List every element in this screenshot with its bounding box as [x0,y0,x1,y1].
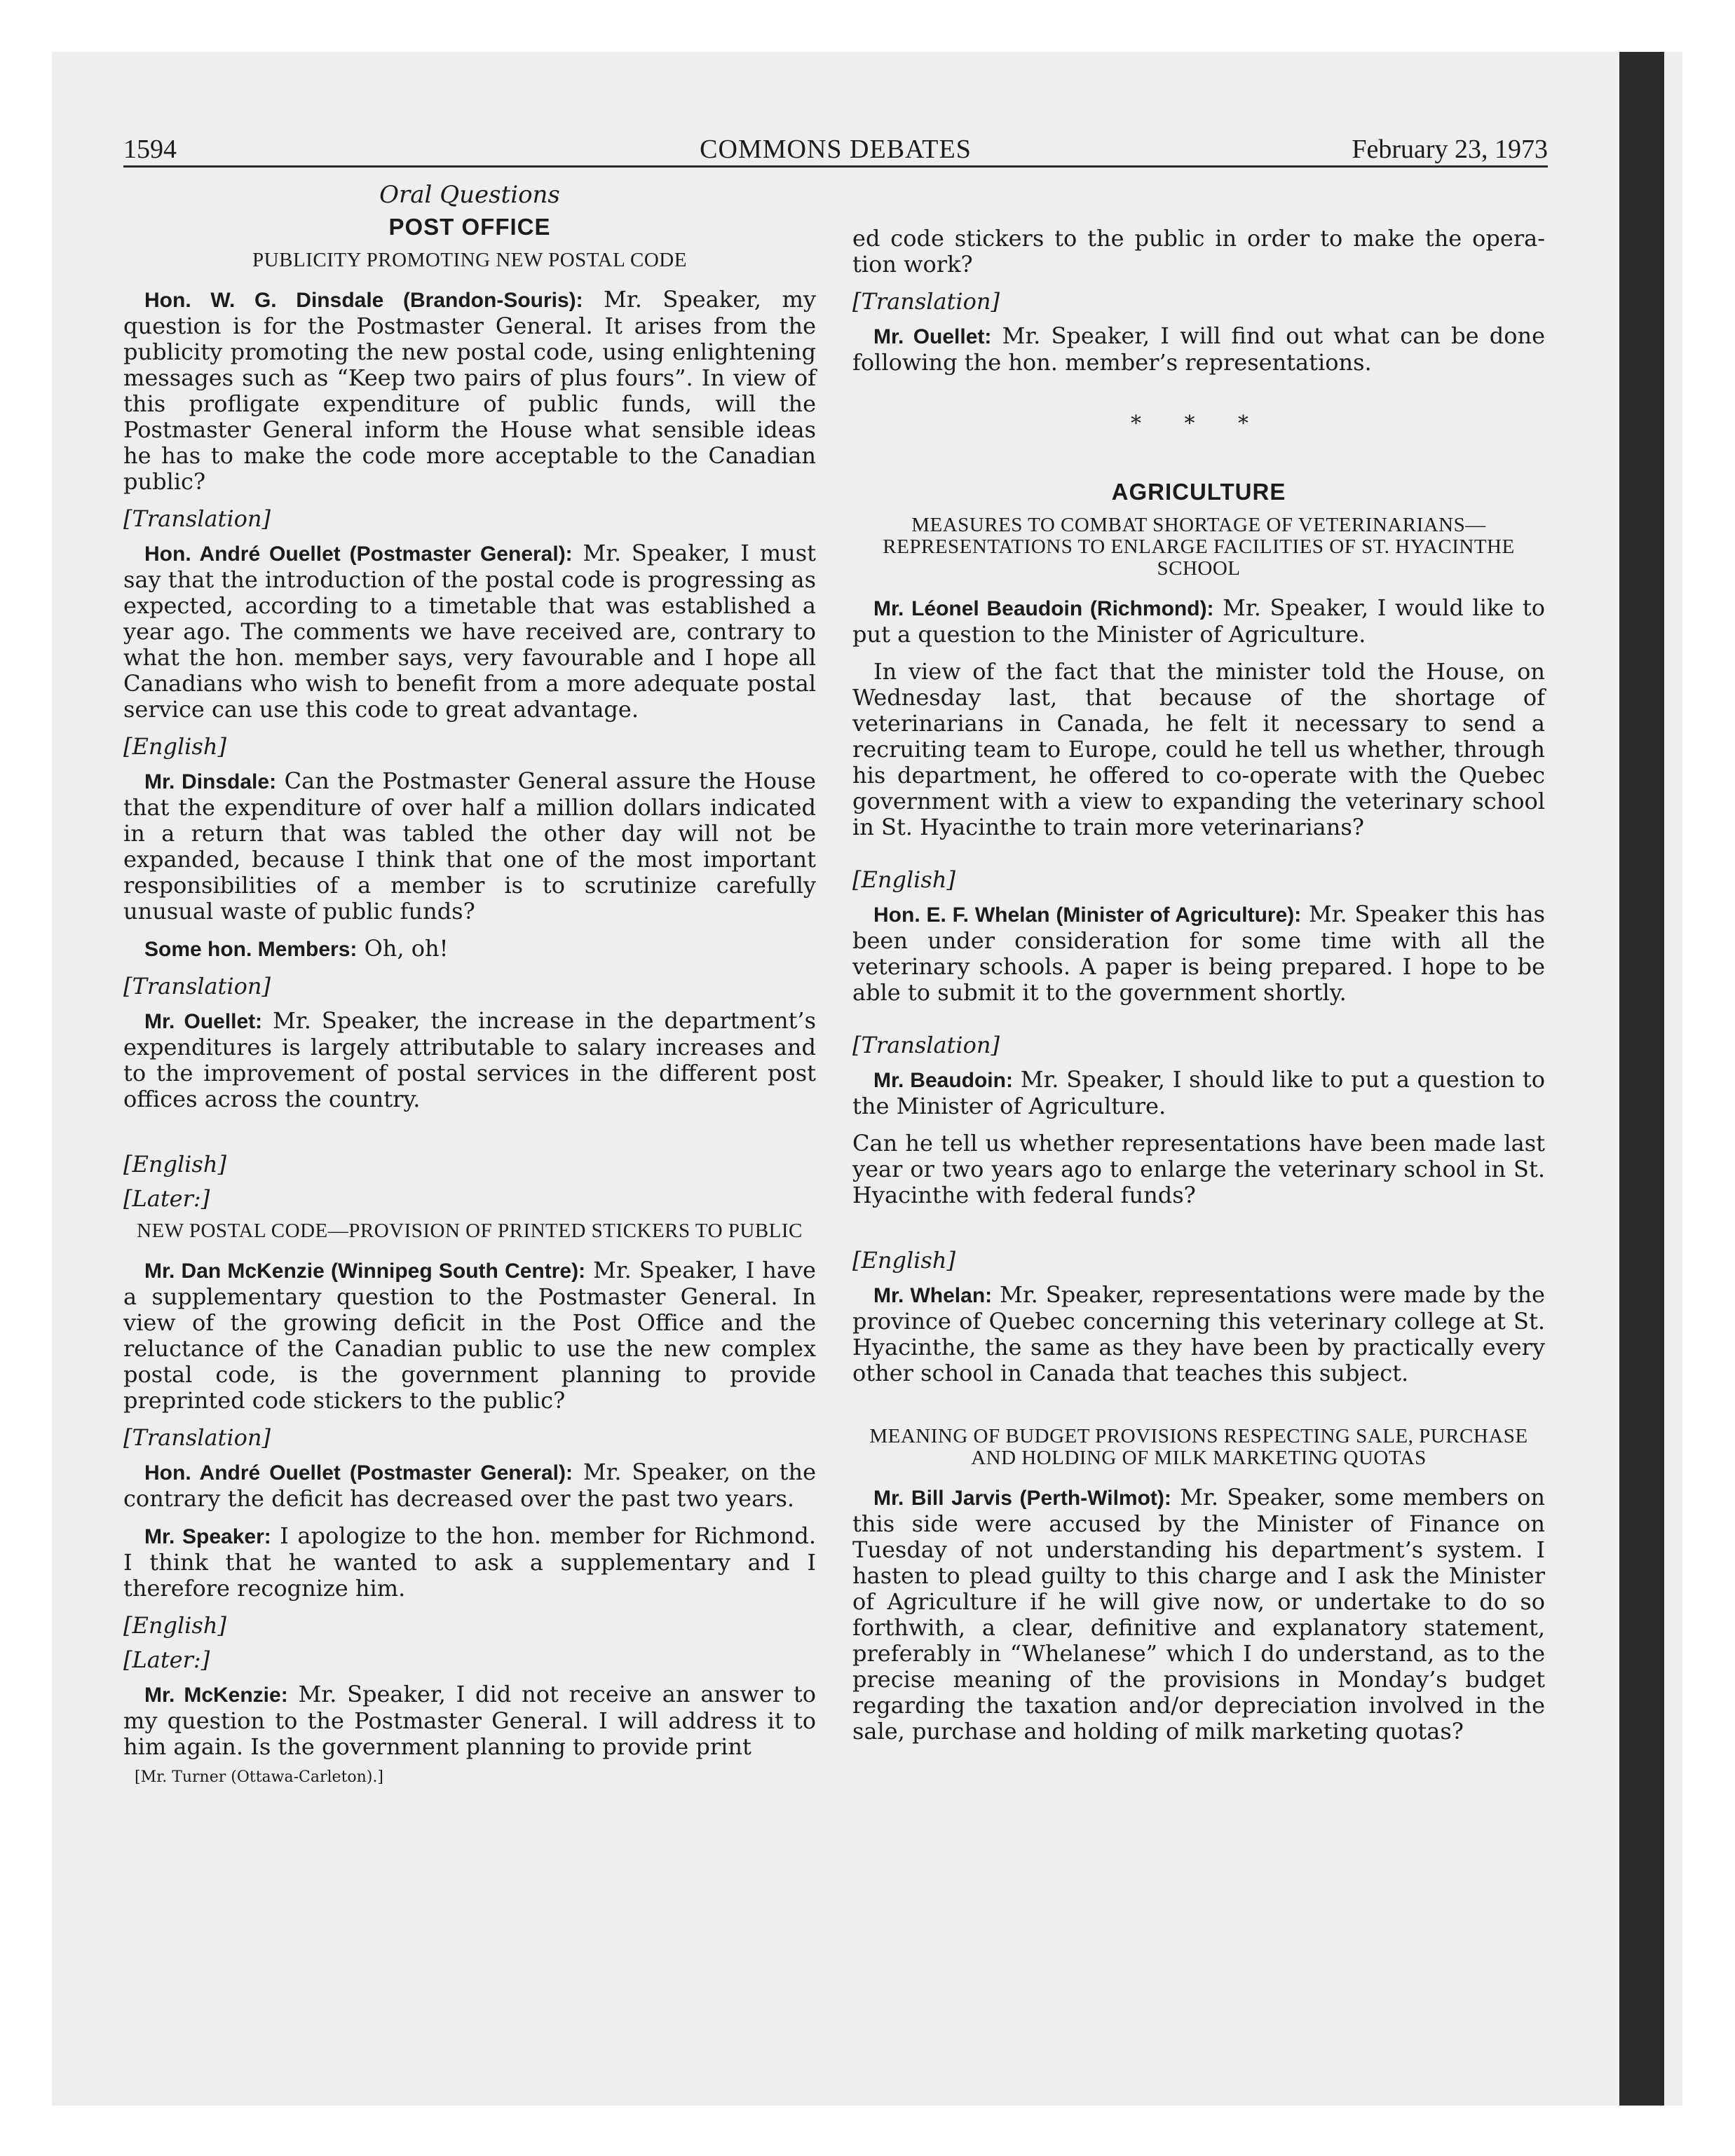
page-date: February 23, 1973 [1352,135,1548,164]
speech-text: Can the Postmaster General assure the House that the expenditure of over half a million dollars indicated in a return that was tabled the other day will not be expanded, because I think that one of the most important responsibilities of a member is to scrutinize carefully unusual waste of public funds? [123,767,816,925]
speaker-name: Mr. Beaudoin: [873,1069,1013,1092]
speaker-name: Mr. Speaker: [144,1525,271,1548]
speaker-name: Mr. Whelan: [873,1284,993,1307]
speech-text: Mr. Speaker, the increase in the department’s expenditures is largely attributable to salary increases and to the improvement of postal services in the different post offices across the country. [123,1007,817,1112]
speech-paragraph [123,1008,816,1112]
speech-paragraph [852,1282,1545,1386]
language-tag: [Translation] [123,973,271,999]
speech-text: Mr. Speaker, my question is for the Postmaster General. It arises from the publicity promoting the new postal code, using enlightening messages such as “Keep two pairs of plus fours”. In view of this profligate expenditure of public funds, will the Postmaster General inform the House what sensible ideas he has to make the code more acceptable to the Canadian public? [123,286,816,495]
topic-subheading: NEW POSTAL CODE—PROVISION OF PRINTED STICKERS TO PUBLIC [137,1220,803,1242]
time-tag: [Later:] [123,1646,210,1673]
topic-subheading: MEANING OF BUDGET PROVISIONS RESPECTING SALE, PURCHASE AND HOLDING OF MILK MARKETING QUOTAS [869,1425,1528,1469]
section-heading: POST OFFICE [388,214,551,240]
section-heading: AGRICULTURE [1111,479,1286,505]
speech-text: Mr. Speaker, I must say that the introduction of the postal code is progressing as expected, according to a timetable that was established a year ago. The comments we have received are, contrary to what the hon. member says, very favourable and I hope all Canadians who wish to benefit from a more adequate postal service can use this code to great advantage. [123,540,817,723]
speech-text: Mr. Speaker, I have a supplementary question to the Postmaster General. In view of the growing deficit in the Post Office and the reluctance of the Canadian public to use the new complex postal code, is the government planning to provide preprinted code stickers to the public? [123,1257,816,1414]
spacer [852,1017,1545,1032]
speech-text: Mr. Speaker, some members on this side were accused by the Minister of Finance on Tuesday of not understanding his department’s system. I hasten to plead guilty to this charge and I ask the Minister of Agriculture if he will give now, or undertake to do so forthwith, a clear, definitive and explanatory statement, preferably in “Whelanese” which I do understand, as to the precise meaning of the provisions in Monday’s budget regarding the taxation and/or depreciation involved in the sale, purchase and holding of milk marketing quotas? [852,1484,1546,1745]
language-tag: [Translation] [852,288,1000,315]
speech-text: Mr. Speaker, I should like to put a question to the Minister of Agriculture. [852,1066,1546,1119]
right-column [852,182,1545,1756]
binding-edge [1619,52,1664,2106]
left-column [123,182,816,1790]
language-tag: [Translation] [123,505,271,532]
speech-paragraph [123,768,816,925]
speech-paragraph [123,287,816,495]
speech-text: Mr. Speaker this has been under consideration for some time with all the veterinary schools. A paper is being prepared. I hope to be able to submit it to the government shortly. [852,901,1545,1006]
speech-text: Mr. Speaker, I would like to put a question to the Minister of Agriculture. [852,594,1545,648]
speech-text: Mr. Speaker, I will find out what can be done following the hon. member’s representations. [852,322,1546,376]
speech-text: I apologize to the hon. member for Richmond. I think that he wanted to ask a supplementary and I therefore recognize him. [123,1522,817,1602]
speech-paragraph: Can he tell us whether representations have been made last year or two years ago to enlarge the veterinary school in St. Hyacinthe with federal funds? [852,1130,1545,1208]
time-tag: [Later:] [123,1185,210,1212]
speech-text: Mr. Speaker, I did not receive an answer to my question to the Postmaster General. I will address it to him again. Is the government planning to provide print [123,1681,817,1760]
speaker-name: Hon. André Ouellet (Postmaster General): [144,1461,573,1485]
speech-paragraph [123,1523,816,1602]
speech-paragraph [123,936,816,962]
speech-paragraph [852,1067,1545,1119]
speaker-name: Mr. Dinsdale: [144,770,277,793]
page-header [123,133,1548,168]
speaker-name: Hon. André Ouellet (Postmaster General): [144,543,573,566]
speaker-name: Mr. Ouellet: [144,1010,263,1033]
page-number: 1594 [123,135,177,164]
language-tag: [Translation] [852,1032,1000,1058]
speaker-name: Mr. Bill Jarvis (Perth-Wilmot): [873,1487,1171,1510]
speech-paragraph [123,1257,816,1414]
speech-text: Mr. Speaker, on the contrary the deficit has decreased over the past two years. [123,1459,817,1512]
language-tag: [English] [852,866,955,893]
section-label: Oral Questions [379,181,560,209]
continued-paragraph: ed code stickers to the public in order to make the operation work? [852,225,1545,278]
spacer [123,1124,816,1152]
speaker-name: Hon. W. G. Dinsdale (Brandon-Souris): [144,289,583,312]
publication-title: COMMONS DEBATES [700,135,972,164]
speaker-name: Mr. Dan McKenzie (Winnipeg South Centre): [144,1260,586,1283]
speech-paragraph [852,1485,1545,1745]
topic-subheading: PUBLICITY PROMOTING NEW POSTAL CODE [252,249,687,271]
language-tag: [English] [123,1612,226,1639]
speech-paragraph [123,1681,816,1760]
speech-paragraph [852,595,1545,648]
speaker-name: Mr. McKenzie: [144,1684,288,1707]
section-separator: * * * [1130,411,1267,436]
spacer [852,852,1545,867]
language-tag: [Translation] [123,1424,271,1451]
speaker-name: Some hon. Members: [144,938,358,961]
speech-paragraph: In view of the fact that the minister told the House, on Wednesday last, that because of the shortage of veterinarians in Canada, he felt it necessary to send a recruiting team to Europe, could he tell us whether, through his department, he offered to co-operate with the Quebec government with a view to expanding the veterinary school in St. Hyacinthe to train more veterinarians? [852,658,1545,840]
speech-paragraph [123,1459,816,1512]
language-tag: [English] [123,1151,226,1178]
language-tag: [English] [123,733,226,760]
speech-text: Oh, oh! [357,935,449,962]
speaker-name: Mr. Léonel Beaudoin (Richmond): [873,597,1214,620]
speech-paragraph [852,901,1545,1006]
chair-footnote: [Mr. Turner (Ottawa-Carleton).] [135,1768,383,1786]
spacer [852,1220,1545,1248]
language-tag: [English] [852,1247,955,1274]
speech-paragraph [123,540,816,723]
speaker-name: Mr. Ouellet: [873,325,992,348]
speech-paragraph [852,323,1545,376]
spacer [852,1398,1545,1426]
speaker-name: Hon. E. F. Whelan (Minister of Agriculture): [873,903,1302,927]
speech-text: Mr. Speaker, representations were made by the province of Quebec concerning this veterinary college at St. Hyacinthe, the same as they have been by practically every other school in Canada that teaches this subject. [852,1281,1545,1386]
topic-subheading: MEASURES TO COMBAT SHORTAGE OF VETERINARIANS—REPRESENTATIONS TO ENLARGE FACILITIES OF ST. HYACINTHE SCHOOL [883,514,1515,580]
